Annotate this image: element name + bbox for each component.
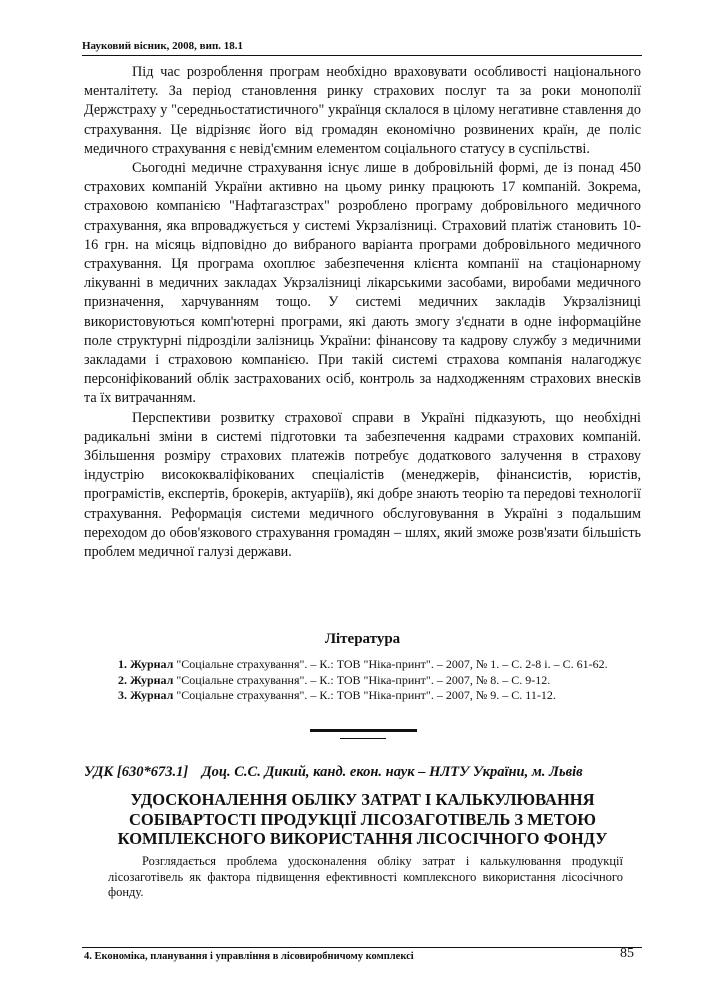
- article-title-line: СОБІВАРТОСТІ ПРОДУКЦІЇ ЛІСОЗАГОТІВЕЛЬ З МЕТОЮ: [129, 809, 596, 829]
- reference-item: 1. Журнал "Соціальне страхування". – К.: ТОВ "Ніка-принт". – 2007, № 1. – С. 2-8 і. – С. 61-62.: [118, 657, 608, 671]
- article-title: [84, 790, 641, 849]
- author-line: Доц. С.С. Дикий, канд. екон. наук – НЛТУ України, м. Львів: [201, 764, 583, 780]
- running-header: Науковий вісник, 2008, вип. 18.1: [82, 40, 244, 52]
- reference-item: 3. Журнал "Соціальне страхування". – К.: ТОВ "Ніка-принт". – 2007, № 9. – С. 11-12.: [118, 688, 556, 702]
- reference-list: [84, 657, 641, 704]
- udk-code: УДК [630*673.1]: [84, 764, 189, 780]
- paragraph-3: Перспективи розвитку страхової справи в Україні підказують, що необхідні радикальні зміни в системі підготовки та забезпечення кадрами страхових компаній. Збільшення розміру страхових платежів потребує додаткового залучення в страхову індустрію висококваліфікованих спеціалістів (менеджерів, фінансистів, юристів, програмістів, експертів, брокерів, актуаріїв), які добре знають теорію та передові технології страхування. Реформація системи медичного обслуговування в Україні з подальшим переходом до обов'язкового страхування громадян – шлях, який зможе розв'язати більшість проблем медичної галузі держави.: [84, 409, 641, 561]
- footer-rule: [82, 947, 642, 948]
- body-text: [84, 63, 641, 562]
- page-number: 85: [620, 946, 634, 961]
- article-title-line: УДОСКОНАЛЕННЯ ОБЛІКУ ЗАТРАТ І КАЛЬКУЛЮВАННЯ: [130, 790, 595, 809]
- abstract-text: Розглядається проблема удосконалення обліку затрат і калькулювання продукції лісозаготівель як фактора підвищення ефективності комплексного використання лісосічного фонду.: [108, 854, 623, 899]
- footer-section-title: 4. Економіка, планування і управління в лісовиробничому комплексі: [84, 951, 414, 962]
- section-separator-short: [340, 738, 386, 739]
- reference-item: 2. Журнал "Соціальне страхування". – К.: ТОВ "Ніка-принт". – 2007, № 8. – С. 9-12.: [118, 672, 551, 687]
- header-rule: [82, 55, 642, 56]
- paragraph-1: Під час розроблення програм необхідно враховувати особливості національного менталітету. За період становлення ринку страхових послуг та за роки монополії Держстраху у "середньостатистичного" українця склалося в цілому негативне ставлення до страхування. Це відрізняє його від громадян економічно розвинених країн, де поліс медичного страхування є невід'ємним елементом соціального статусу в суспільстві.: [84, 64, 641, 157]
- literature-heading: Література: [324, 631, 401, 647]
- section-separator-long: [310, 729, 417, 732]
- udk-author-line: [84, 764, 641, 781]
- paragraph-2: Сьогодні медичне страхування існує лише в добровільній формі, де із понад 450 страхових компаній України активно на цьому ринку працюють 17 компаній. Зокрема, страховою компанією "Нафтагазстрах" розроблено програму добровільного медичного страхування, яка впроваджується у системі Укрзалізниці. Страховий платіж становить 10-16 грн. на місяць відповідно до вибраного варіанта програми добровільного медичного страхування. Ця програма охоплює забезпечення клієнта компанії на стаціонарному лікуванні в медичних закладах Укрзалізниці лікарськими засобами, виробами медичного призначення, харчуванням тощо. У системі медичних закладів Укрзалізниці використовуються комп'ютерні програми, які дають змогу з'єднати в одне інформаційне поле структурні підрозділи залізниць України: фінансову та кадрову службу з медичними закладами і страховою компанією. При такій системі страхова компанія налагоджує персоніфікований облік застрахованих осіб, контроль за надходженням страхових внесків та їх витрачанням.: [84, 160, 641, 407]
- article-title-line: КОМПЛЕКСНОГО ВИКОРИСТАННЯ ЛІСОСІЧНОГО ФОНДУ: [117, 829, 608, 848]
- abstract: [108, 854, 623, 901]
